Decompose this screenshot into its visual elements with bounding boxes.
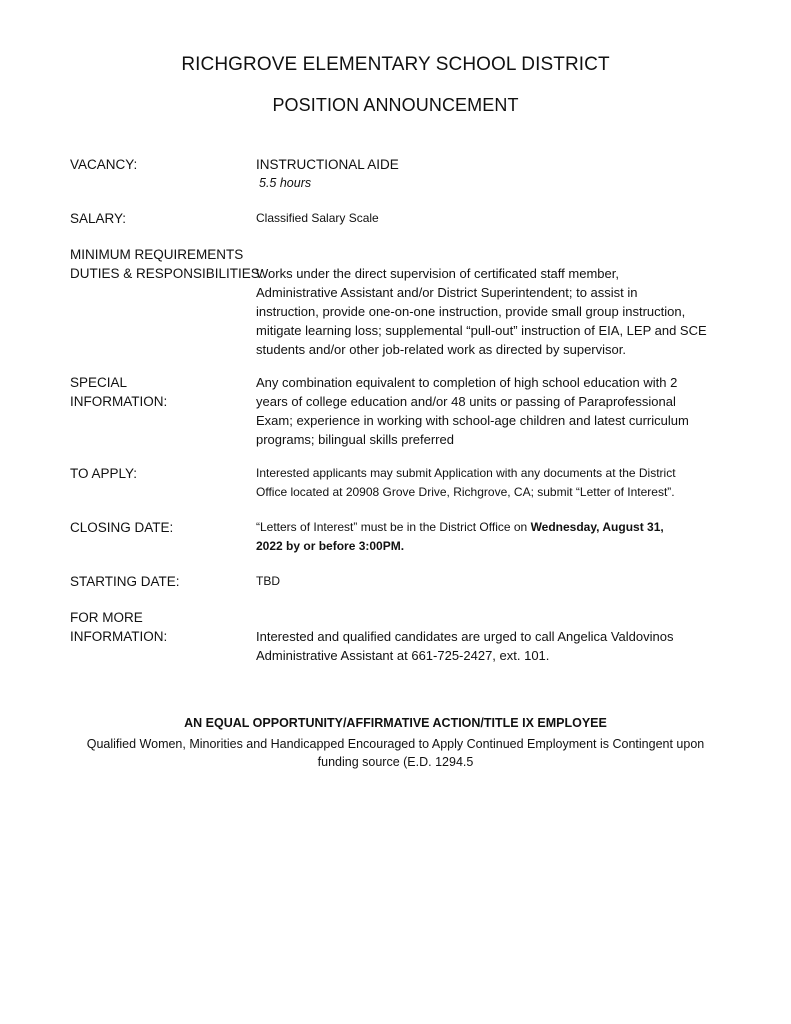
duties-line: students and/or other job-related work as directed by supervisor.: [256, 342, 626, 357]
closing-date-bold: Wednesday, August 31,: [530, 520, 664, 534]
closing-text: [256, 518, 726, 556]
duties-line: Administrative Assistant and/or District Superintendent; to assist in: [256, 285, 638, 300]
more-info-line: Administrative Assistant at 661-725-2427, ext. 101.: [256, 648, 550, 663]
closing-label: CLOSING DATE:: [70, 520, 174, 535]
announcement-title: POSITION ANNOUNCEMENT: [272, 95, 519, 115]
apply-text: [256, 464, 726, 502]
special-line: Exam; experience in working with school-age children and latest curriculum: [256, 413, 689, 428]
duties-line: Works under the direct supervision of certificated staff member,: [256, 266, 619, 281]
duties-label-line1: MINIMUM REQUIREMENTS: [70, 247, 244, 262]
footer-line: funding source (E.D. 1294.5: [317, 755, 474, 769]
closing-plain-text: “Letters of Interest” must be in the District Office on: [256, 520, 531, 534]
special-line: programs; bilingual skills preferred: [256, 432, 454, 447]
equal-opportunity-heading: AN EQUAL OPPORTUNITY/AFFIRMATIVE ACTION/TITLE IX EMPLOYEE: [184, 716, 607, 730]
starting-value: TBD: [256, 574, 280, 588]
duties-line: instruction, provide one-on-one instruction, provide small group instruction,: [256, 304, 686, 319]
special-label-line1: SPECIAL: [70, 375, 128, 390]
more-info-label-line2: INFORMATION:: [70, 629, 168, 644]
special-label-line2: INFORMATION:: [70, 394, 168, 409]
apply-line: Office located at 20908 Grove Drive, Richgrove, CA; submit “Letter of Interest”.: [256, 485, 675, 499]
footer-line: Qualified Women, Minorities and Handicapped Encouraged to Apply Continued Employment is Contingent upon: [86, 737, 705, 751]
special-line: years of college education and/or 48 units or passing of Paraprofessional: [256, 394, 676, 409]
salary-label: SALARY:: [70, 211, 127, 226]
closing-line: [256, 518, 726, 537]
special-text: [256, 373, 726, 449]
starting-label: STARTING DATE:: [70, 574, 180, 589]
more-info-line: Interested and qualified candidates are urged to call Angelica Valdovinos: [256, 629, 674, 644]
vacancy-hours: 5.5 hours: [259, 176, 312, 190]
closing-line: [256, 537, 726, 556]
special-line: Any combination equivalent to completion of high school education with 2: [256, 375, 678, 390]
closing-time-bold: 2022 by or before 3:00PM.: [256, 539, 405, 553]
salary-value: Classified Salary Scale: [256, 211, 379, 225]
apply-label: TO APPLY:: [70, 466, 138, 481]
more-info-text: [256, 627, 726, 665]
equal-opportunity-note: [40, 735, 751, 771]
more-info-label-line1: FOR MORE: [70, 610, 143, 625]
duties-line: mitigate learning loss; supplemental “pull-out” instruction of EIA, LEP and SCE: [256, 323, 707, 338]
vacancy-value: [256, 155, 726, 193]
vacancy-title: INSTRUCTIONAL AIDE: [256, 157, 399, 172]
duties-text: [256, 264, 726, 359]
apply-line: Interested applicants may submit Application with any documents at the District: [256, 466, 676, 480]
district-title: RICHGROVE ELEMENTARY SCHOOL DISTRICT: [181, 54, 610, 75]
duties-label-line2: DUTIES & RESPONSIBILITIES:: [70, 266, 264, 281]
vacancy-label: VACANCY:: [70, 157, 138, 172]
